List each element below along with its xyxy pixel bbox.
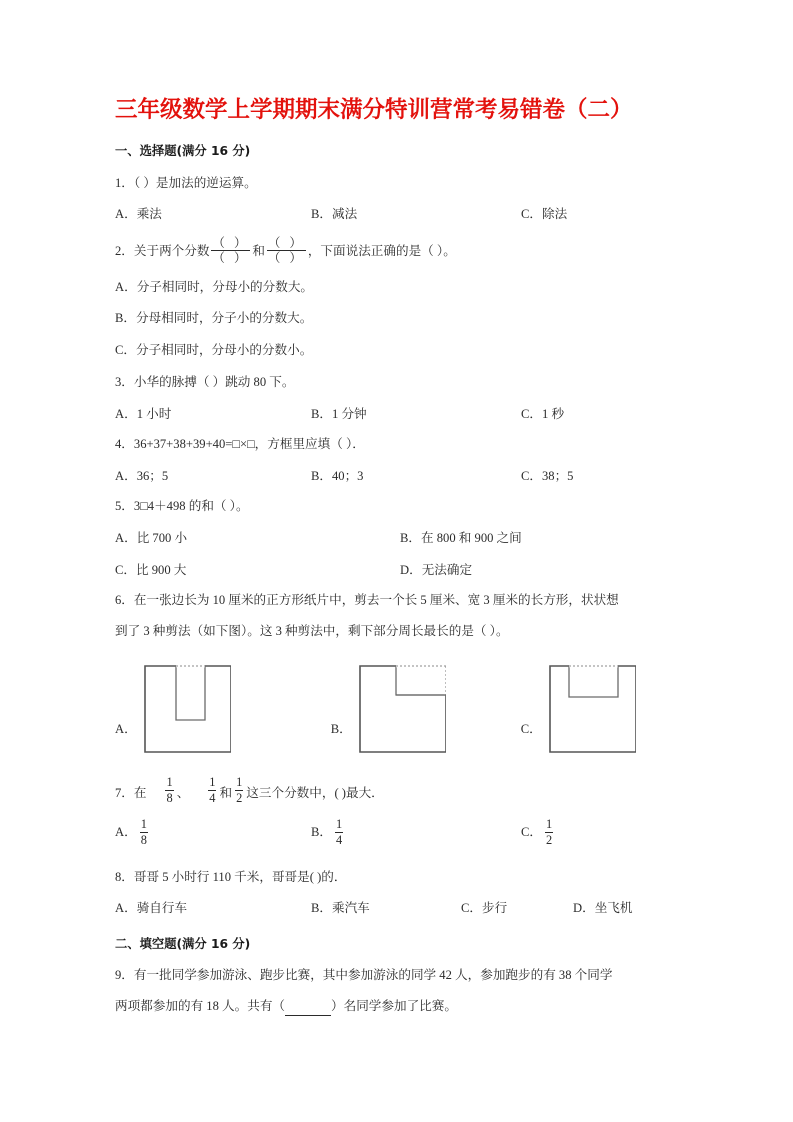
question-8-options bbox=[115, 899, 675, 919]
option-label: B． bbox=[311, 825, 332, 840]
question-8-option-b[interactable]: B．乘汽车 bbox=[311, 901, 370, 916]
question-4-option-a[interactable]: A．36；5 bbox=[115, 468, 169, 483]
square-corner-cut-top-right-icon bbox=[358, 664, 446, 754]
question-6-figure-b-cell[interactable] bbox=[331, 664, 446, 754]
square-notch-top-middle-icon bbox=[143, 664, 231, 754]
question-8-option-d[interactable]: D．坐飞机 bbox=[573, 901, 633, 916]
square-notch-wide-shallow-icon bbox=[548, 664, 636, 754]
question-2-option-a[interactable]: A．分子相同时，分母小的分数大。 bbox=[115, 279, 314, 294]
question-6-figure-c-cell[interactable] bbox=[521, 664, 636, 754]
question-1-option-a[interactable]: A．乘法 bbox=[115, 207, 162, 222]
question-3-option-c[interactable]: C．1 秒 bbox=[521, 406, 565, 421]
question-7-fraction-2 bbox=[208, 776, 216, 804]
fraction-numerator: 1 bbox=[140, 817, 147, 832]
question-1-options bbox=[115, 205, 675, 225]
question-4-options bbox=[115, 467, 675, 487]
option-c-fraction bbox=[545, 818, 553, 846]
question-2-fraction-1 bbox=[211, 237, 250, 265]
page-title: 三年级数学上学期期末满分特训营常考易错卷（二） bbox=[115, 97, 633, 123]
option-a-fraction bbox=[140, 818, 148, 846]
fraction-numerator: 1 bbox=[546, 817, 553, 832]
question-1-stem: 1．（ ）是加法的逆运算。 bbox=[115, 175, 257, 190]
answer-blank[interactable] bbox=[285, 1004, 331, 1017]
fraction-numerator: （ ） bbox=[212, 235, 250, 250]
question-8-stem: 8．哥哥 5 小时行 110 千米，哥哥是( )的． bbox=[115, 869, 347, 884]
fraction-denominator: 8 bbox=[140, 832, 147, 847]
question-2-option-c[interactable]: C．分子相同时，分母小的分数小。 bbox=[115, 342, 313, 357]
question-1-option-c[interactable]: C．除法 bbox=[521, 207, 568, 222]
question-7-stem bbox=[115, 777, 675, 805]
fraction-denominator: 2 bbox=[546, 832, 553, 847]
question-3-option-b[interactable]: B．1 分钟 bbox=[311, 406, 367, 421]
section-header-fill: 二、填空题(满分 16 分) bbox=[115, 936, 251, 951]
question-2-stem-mid: 和 bbox=[252, 243, 265, 258]
section-header-choice: 一、选择题(满分 16 分) bbox=[115, 144, 251, 159]
question-7-options bbox=[115, 819, 675, 847]
fraction-denominator: 4 bbox=[336, 832, 343, 847]
question-5-options-row2 bbox=[115, 561, 675, 581]
fraction-denominator: （ ） bbox=[212, 251, 250, 266]
fraction-denominator: 8 bbox=[166, 790, 173, 805]
question-8-option-c[interactable]: C．步行 bbox=[461, 901, 508, 916]
question-4-option-c[interactable]: C．38；5 bbox=[521, 468, 574, 483]
question-5-option-c[interactable]: C．比 900 大 bbox=[115, 562, 187, 577]
question-2-fraction-2 bbox=[267, 237, 306, 265]
question-6-label-c: C． bbox=[520, 721, 542, 736]
question-5-option-b[interactable]: B．在 800 和 900 之间 bbox=[400, 531, 522, 545]
question-5-stem: 5．3□4＋498 的和（ ）。 bbox=[115, 499, 249, 514]
fraction-numerator: 1 bbox=[336, 817, 343, 832]
question-6-label-a: A． bbox=[115, 721, 137, 736]
question-3-stem: 3．小华的脉搏（ ）跳动 80 下。 bbox=[115, 375, 295, 390]
question-7-option-a[interactable] bbox=[115, 819, 311, 847]
question-5-option-a[interactable]: A．比 700 小 bbox=[115, 531, 188, 545]
question-9-line-2-pre: 两项都参加的有 18 人。共有（ bbox=[115, 998, 286, 1013]
question-9-line-2 bbox=[115, 997, 675, 1017]
question-6-figures bbox=[115, 657, 675, 761]
question-7-separator-2: 和 bbox=[219, 785, 233, 800]
question-8-option-a[interactable]: A．骑自行车 bbox=[115, 901, 188, 916]
fraction-numerator: 1 bbox=[209, 775, 216, 790]
option-label: A． bbox=[115, 825, 137, 840]
question-4-stem: 4．36+37+38+39+40=□×□，方框里应填（ ）． bbox=[115, 437, 365, 452]
question-6-figure-a-cell[interactable] bbox=[115, 664, 231, 754]
question-4-option-b[interactable]: B．40；3 bbox=[311, 468, 364, 483]
question-7-option-b[interactable] bbox=[311, 819, 521, 847]
question-6-label-b: B． bbox=[330, 721, 352, 736]
question-2-options bbox=[115, 278, 675, 361]
question-2-stem-post: ，下面说法正确的是（ ）。 bbox=[307, 243, 456, 258]
question-5-options-row1 bbox=[115, 529, 675, 549]
question-3-options bbox=[115, 405, 675, 425]
question-7-fraction-1 bbox=[165, 776, 173, 804]
fraction-denominator: 2 bbox=[236, 790, 243, 805]
fraction-numerator: （ ） bbox=[267, 235, 305, 250]
fraction-numerator: 1 bbox=[236, 775, 243, 790]
question-6-stem-line-2: 到了 3 种剪法（如下图）。这 3 种剪法中，剩下部分周长最长的是（ ）。 bbox=[115, 623, 509, 638]
question-2-option-b[interactable]: B．分母相同时，分子小的分数大。 bbox=[115, 311, 313, 326]
question-9-line-2-post: ）名同学参加了比赛。 bbox=[331, 998, 457, 1013]
fraction-numerator: 1 bbox=[166, 775, 173, 790]
question-2-stem-pre: 2．关于两个分数 bbox=[115, 243, 210, 258]
question-7-stem-pre: 7．在 bbox=[115, 785, 147, 800]
question-9-line-1: 9．有一批同学参加游泳、跑步比赛，其中参加游泳的同学 42 人，参加跑步的有 38 个同学 bbox=[115, 968, 613, 983]
question-1-option-b[interactable]: B．减法 bbox=[311, 207, 358, 222]
question-5-option-d[interactable]: D．无法确定 bbox=[400, 562, 473, 577]
question-2-stem bbox=[115, 235, 675, 266]
question-3-option-a[interactable]: A．1 小时 bbox=[115, 406, 172, 421]
question-7-fraction-3 bbox=[235, 776, 243, 804]
fraction-denominator: （ ） bbox=[267, 251, 305, 266]
question-6-stem-line-1: 6．在一张边长为 10 厘米的正方形纸片中，剪去一个长 5 厘米、宽 3 厘米的长方形，状状想 bbox=[115, 593, 619, 608]
option-b-fraction bbox=[335, 818, 343, 846]
question-7-separator-1: 、 bbox=[176, 785, 190, 800]
question-7-stem-post: 这三个分数中，( )最大． bbox=[246, 785, 384, 800]
option-label: C． bbox=[521, 825, 542, 840]
question-7-option-c[interactable] bbox=[521, 819, 556, 847]
fraction-denominator: 4 bbox=[209, 790, 216, 805]
